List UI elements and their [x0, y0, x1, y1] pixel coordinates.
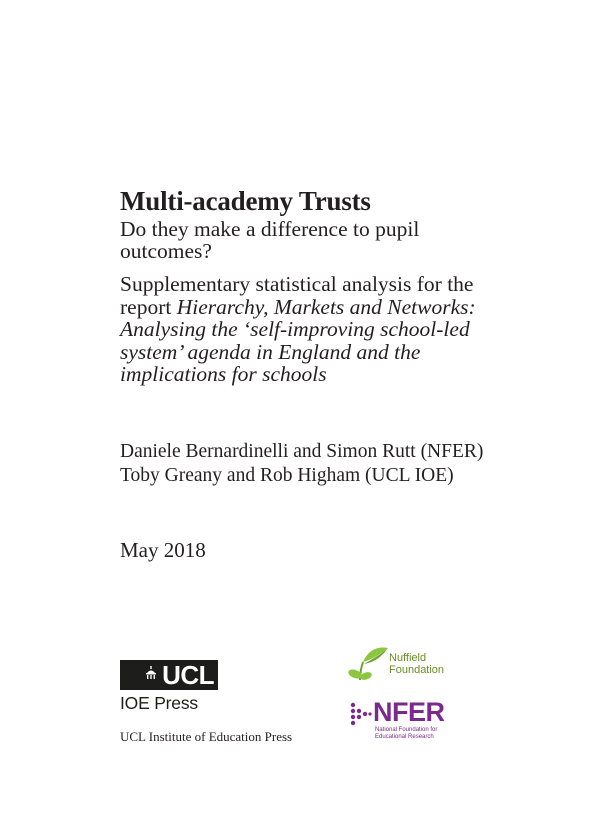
- authors: [120, 440, 500, 488]
- publication-date: May 2018: [120, 538, 206, 562]
- authors-ucl-ioe: Toby Greany and Rob Higham (UCL IOE): [120, 465, 454, 486]
- report-subtitle: Do they make a difference to pupil outcomes?: [120, 217, 420, 263]
- nuffield-line1: Nuffield: [389, 652, 427, 664]
- ucl-wordmark-block: [120, 660, 218, 690]
- publisher-name: UCL Institute of Education Press: [120, 729, 293, 744]
- ucl-wordmark: UCL: [162, 660, 214, 690]
- nuffield-wordmark: [389, 652, 444, 676]
- nfer-tagline: National Foundation for Educational Research: [375, 727, 438, 740]
- nuffield-leaf-icon: [348, 646, 394, 684]
- authors-nfer: Daniele Bernardinelli and Simon Rutt (NFER): [120, 441, 484, 462]
- report-title: Multi-academy Trusts: [120, 186, 371, 216]
- nfer-wordmark: NFER: [373, 697, 445, 727]
- nuffield-line2: Foundation: [389, 664, 445, 676]
- supplementary-prefix: Supplementary statistical analysis for the report: [120, 272, 474, 319]
- supplementary-description: [120, 273, 480, 386]
- parent-report-title: Hierarchy, Markets and Networks: Analysing the ‘self-improving school-led system’ agenda in England and the implications for schools: [120, 294, 476, 386]
- nfer-dots-icon: [350, 702, 372, 726]
- ioe-press-label: IOE Press: [120, 693, 198, 713]
- ucl-ioe-press-logo: [120, 660, 218, 714]
- ucl-dome-icon: [146, 666, 156, 680]
- nuffield-foundation-logo: [348, 646, 468, 684]
- nfer-logo: [350, 697, 462, 744]
